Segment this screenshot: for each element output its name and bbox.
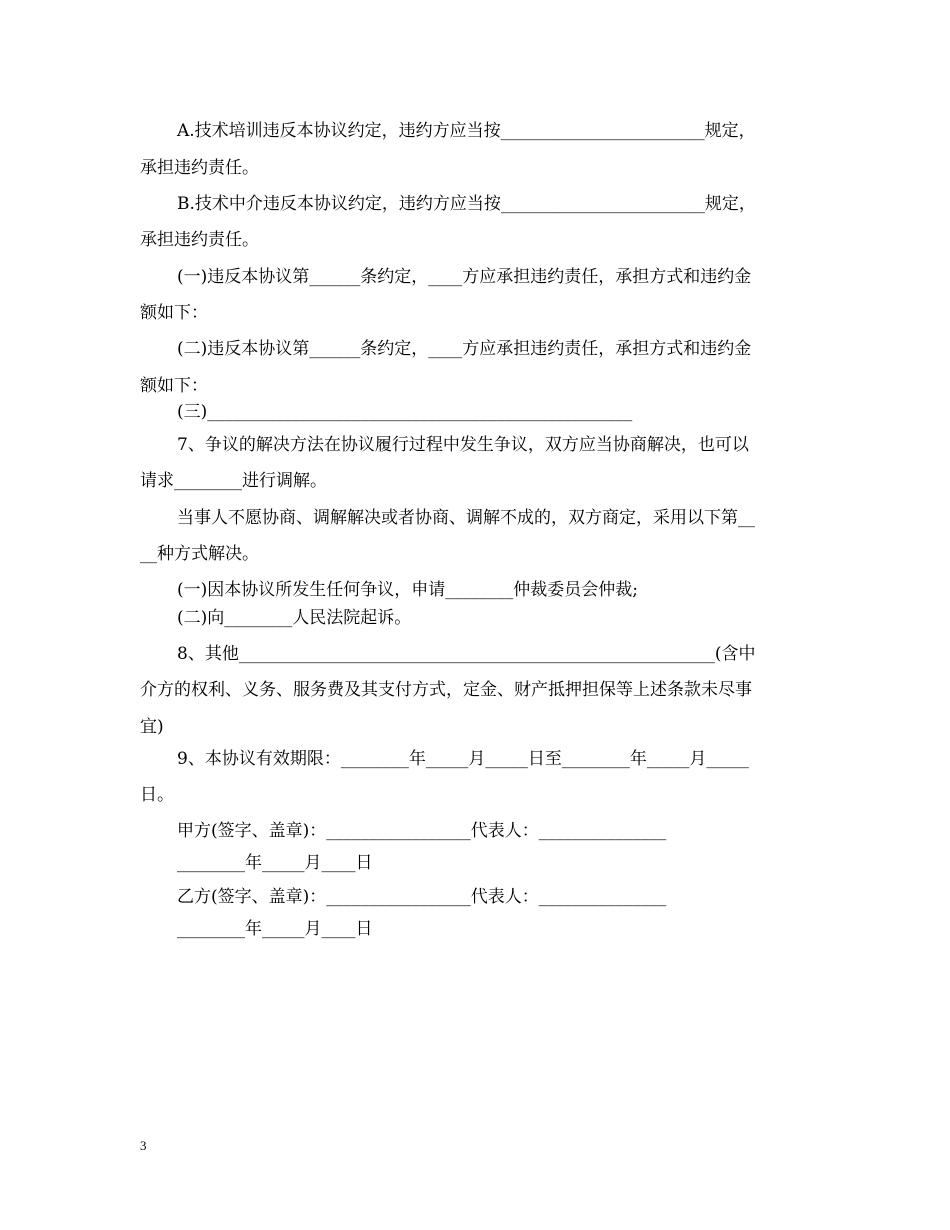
section-7-line1: 7、争议的解决方法在协议履行过程中发生争议，双方应当协商解决，也可以 bbox=[177, 435, 749, 455]
item-1-line2: 额如下： bbox=[140, 303, 208, 323]
item-2-line1: (二)违反本协议第______条约定，____方应承担违约责任，承担方式和违约金 bbox=[177, 339, 752, 359]
section-8-line3: 宜) bbox=[140, 717, 164, 737]
section-7-line2: 请求________进行调解。 bbox=[140, 471, 327, 491]
section-8-line2: 介方的权利、义务、服务费及其支付方式，定金、财产抵押担保等上述条款未尽事 bbox=[140, 680, 752, 700]
arbitration-line: (一)因本协议所发生任何争议，申请________仲裁委员会仲裁; bbox=[177, 580, 638, 600]
section-8-line1: 8、其他________________________________________________________(含中 bbox=[177, 644, 756, 664]
item-1-line1: (一)违反本协议第______条约定，____方应承担违约责任，承担方式和违约金 bbox=[177, 267, 752, 287]
party-a-date: ________年_____月____日 bbox=[177, 853, 373, 873]
item-3-line: (三)__________________________________________________ bbox=[177, 402, 633, 422]
section-9-line2: 日。 bbox=[140, 785, 174, 805]
clause-a-line1: A.技术培训违反本协议约定，违约方应当按________________________规定， bbox=[177, 121, 756, 141]
party-a-signature: 甲方(签字、盖章)：_________________代表人：_______________ bbox=[177, 821, 667, 841]
dispute-line2: __种方式解决。 bbox=[140, 544, 259, 564]
party-b-signature: 乙方(签字、盖章)：_________________代表人：_______________ bbox=[177, 887, 667, 907]
clause-b-line1: B.技术中介违反本协议约定，违约方应当按________________________规定， bbox=[177, 194, 756, 214]
court-line: (二)向________人民法院起诉。 bbox=[177, 608, 412, 628]
party-b-date: ________年_____月____日 bbox=[177, 919, 373, 939]
clause-b-line2: 承担违约责任。 bbox=[140, 230, 259, 250]
item-2-line2: 额如下： bbox=[140, 376, 208, 396]
section-9-line1: 9、本协议有效期限：________年_____月_____日至________年_____月_____ bbox=[177, 749, 749, 769]
page-number: 3 bbox=[140, 1138, 147, 1153]
clause-a-line2: 承担违约责任。 bbox=[140, 158, 259, 178]
dispute-line1: 当事人不愿协商、调解解决或者协商、调解不成的，双方商定，采用以下第__ bbox=[177, 508, 755, 528]
